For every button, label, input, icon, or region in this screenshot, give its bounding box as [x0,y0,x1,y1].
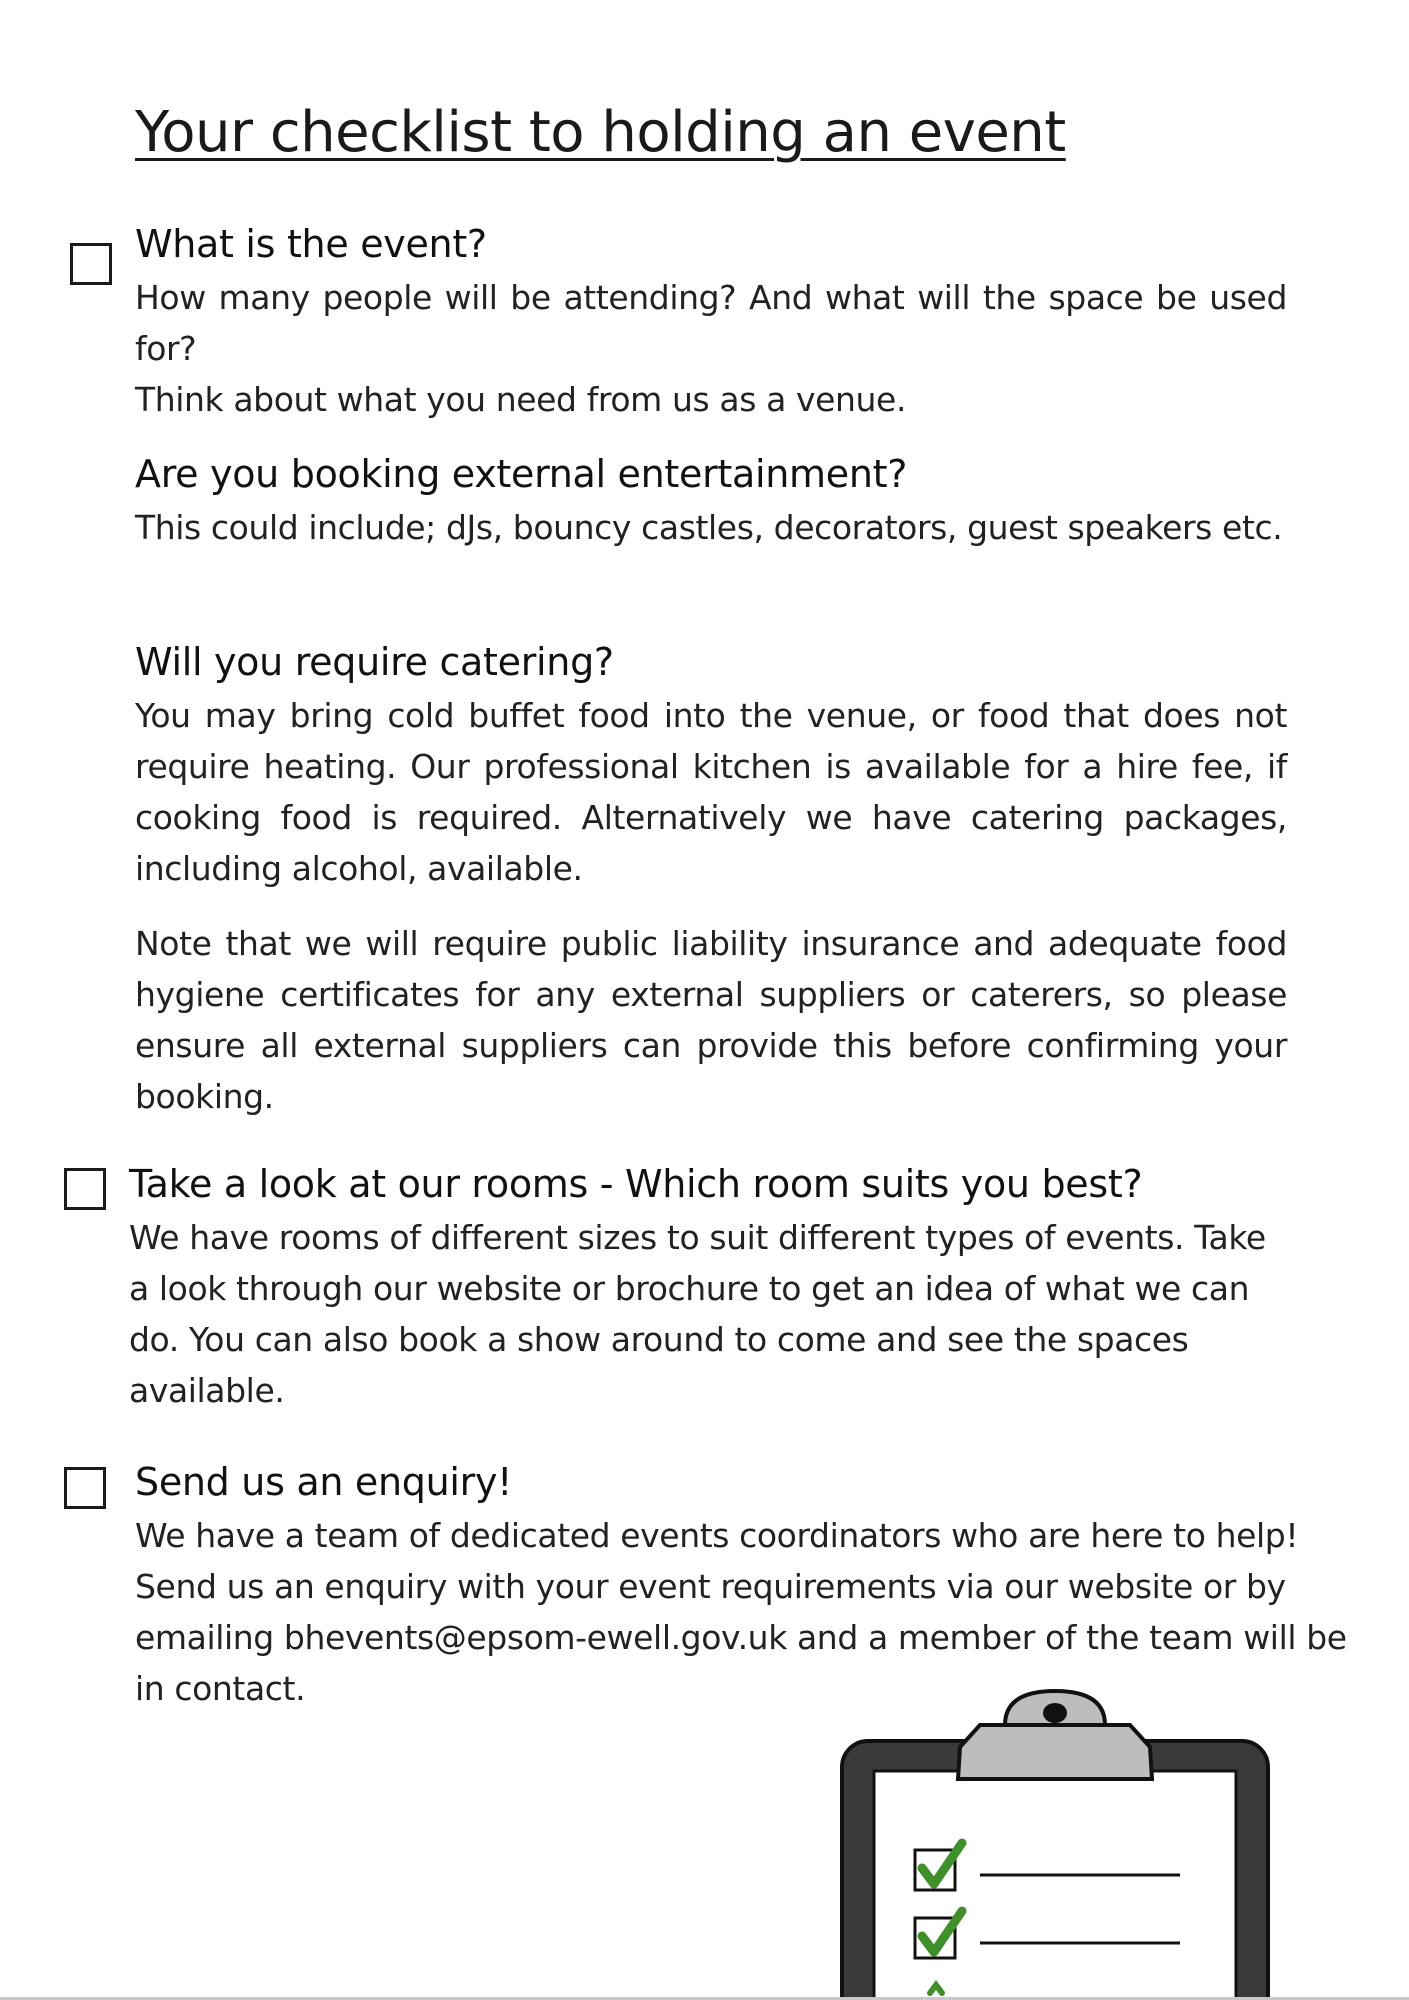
section-heading: Are you booking external entertainment? [135,452,908,496]
page-title: Your checklist to holding an event [135,100,1066,165]
section-text: You may bring cold buffet food into the venue, or food that does not require heating. Our professional kitchen is available for a hire fee, if cooking food is required. Alternatively we have catering packages, including alcohol, available. [135,696,1287,888]
section-heading: Take a look at our rooms - Which room suits you best? [129,1162,1143,1206]
checkmark-icon [915,1843,962,1890]
section-text: This could include; dJs, bouncy castles, decorators, guest speakers etc. [135,508,1283,547]
section-text: We have rooms of different sizes to suit different types of events. Take a look through our website or brochure to get an idea of what we can do. You can also book a show around to come and see the spaces available. [129,1218,1266,1410]
section-rooms [129,1162,1269,1416]
section-enquiry [135,1460,1350,1714]
section-heading: What is the event? [135,222,487,266]
section-catering [135,640,1287,1122]
checkbox-enquiry[interactable] [64,1467,106,1509]
checkmark-icon [915,1911,962,1958]
checkbox-rooms[interactable] [64,1168,106,1210]
section-text: How many people will be attending? And what will the space be used for? [135,278,1287,368]
section-text: We have a team of dedicated events coordinators who are here to help! Send us an enquiry with your event requirements via our website or by emailing bhevents@epsom-ewell.gov.uk and a member of the team will be in contact. [135,1516,1347,1708]
section-entertainment [135,452,1287,553]
clipboard-icon [830,1685,1280,2000]
section-heading: Will you require catering? [135,640,614,684]
checkbox-event[interactable] [70,243,112,285]
section-heading: Send us an enquiry! [135,1460,513,1504]
section-text: Think about what you need from us as a venue. [135,380,907,419]
section-text: Note that we will require public liability insurance and adequate food hygiene certificates for any external suppliers or caterers, so please ensure all external suppliers can provide this before confirming your booking. [135,924,1287,1116]
section-event [135,222,1287,425]
